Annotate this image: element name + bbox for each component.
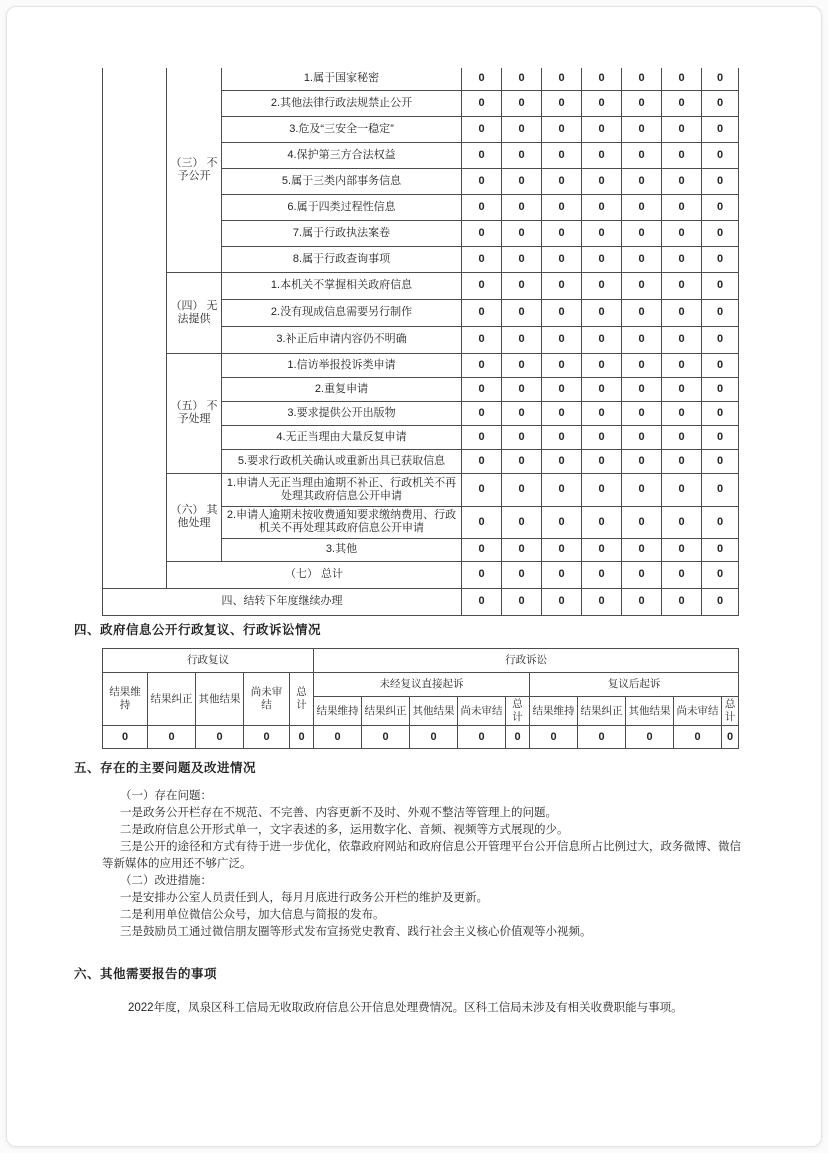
value-cell: 0	[582, 90, 622, 116]
value-cell: 0	[462, 194, 502, 220]
value-cell: 0	[702, 588, 739, 615]
total-label-cell: （七） 总计	[167, 561, 462, 588]
value-cell: 0	[622, 142, 662, 168]
value-cell: 0	[458, 726, 506, 749]
value-cell: 0	[542, 246, 582, 272]
value-cell: 0	[622, 473, 662, 506]
litigation-subheader-cell: 结果纠正	[362, 697, 410, 726]
value-cell: 0	[410, 726, 458, 749]
value-cell: 0	[582, 326, 622, 353]
table1-carryover-row	[103, 588, 739, 615]
value-cell: 0	[582, 506, 622, 538]
value-cell: 0	[662, 449, 702, 473]
litigation-subheader-cell: 其他结果	[626, 697, 674, 726]
value-cell: 0	[542, 588, 582, 615]
value-cell: 0	[582, 588, 622, 615]
value-cell: 0	[502, 506, 542, 538]
value-cell: 0	[542, 168, 582, 194]
item-label-cell: 7.属于行政执法案卷	[222, 220, 462, 246]
table1-row	[103, 68, 739, 90]
value-cell: 0	[578, 726, 626, 749]
value-cell: 0	[542, 401, 582, 425]
value-cell: 0	[462, 538, 502, 561]
value-cell: 0	[502, 194, 542, 220]
value-cell: 0	[502, 116, 542, 142]
value-cell: 0	[662, 246, 702, 272]
body-paragraph: （一）存在问题：	[120, 790, 212, 802]
value-cell: 0	[502, 588, 542, 615]
value-cell: 0	[662, 90, 702, 116]
value-cell: 0	[582, 401, 622, 425]
value-cell: 0	[662, 353, 702, 377]
item-label-cell: 1.本机关不掌握相关政府信息	[222, 272, 462, 299]
value-cell: 0	[702, 473, 739, 506]
value-cell: 0	[582, 142, 622, 168]
value-cell: 0	[542, 272, 582, 299]
value-cell: 0	[662, 561, 702, 588]
value-cell: 0	[462, 272, 502, 299]
value-cell: 0	[702, 142, 739, 168]
review-subheader-cell: 其他结果	[196, 673, 244, 726]
value-cell: 0	[702, 538, 739, 561]
group-label-cell: （六） 其他处理	[167, 473, 222, 561]
carryover-label-cell: 四、结转下年度继续办理	[103, 588, 462, 615]
value-cell: 0	[662, 220, 702, 246]
value-cell: 0	[542, 377, 582, 401]
review-header-cell: 行政复议	[103, 649, 314, 673]
body-paragraph: 一是政务公开栏存在不规范、不完善、内容更新不及时、外观不整洁等管理上的问题。	[120, 807, 557, 819]
value-cell: 0	[502, 142, 542, 168]
value-cell: 0	[662, 68, 702, 90]
value-cell: 0	[290, 726, 314, 749]
value-cell: 0	[462, 506, 502, 538]
value-cell: 0	[542, 561, 582, 588]
value-cell: 0	[582, 272, 622, 299]
table2-row	[103, 649, 739, 673]
value-cell: 0	[502, 561, 542, 588]
value-cell: 0	[622, 401, 662, 425]
item-label-cell: 2.其他法律行政法规禁止公开	[222, 90, 462, 116]
value-cell: 0	[542, 194, 582, 220]
value-cell: 0	[462, 220, 502, 246]
value-cell: 0	[582, 353, 622, 377]
item-label-cell: 4.保护第三方合法权益	[222, 142, 462, 168]
item-label-cell: 1.申请人无正当理由逾期不补正、行政机关不再处理其政府信息公开申请	[222, 473, 462, 506]
value-cell: 0	[662, 425, 702, 449]
value-cell: 0	[622, 353, 662, 377]
value-cell: 0	[622, 194, 662, 220]
value-cell: 0	[502, 299, 542, 326]
body-paragraph: 一是安排办公室人员责任到人，每月月底进行政务公开栏的维护及更新。	[120, 892, 488, 904]
value-cell: 0	[662, 401, 702, 425]
value-cell: 0	[502, 377, 542, 401]
review-subheader-cell: 总计	[290, 673, 314, 726]
value-cell: 0	[662, 377, 702, 401]
value-cell: 0	[542, 68, 582, 90]
value-cell: 0	[542, 425, 582, 449]
value-cell: 0	[702, 353, 739, 377]
value-cell: 0	[722, 726, 739, 749]
value-cell: 0	[542, 220, 582, 246]
value-cell: 0	[702, 326, 739, 353]
value-cell: 0	[662, 299, 702, 326]
review-litigation-table	[102, 648, 739, 749]
value-cell: 0	[462, 142, 502, 168]
value-cell: 0	[502, 425, 542, 449]
section4-title: 四、政府信息公开行政复议、行政诉讼情况	[74, 623, 322, 637]
value-cell: 0	[542, 326, 582, 353]
value-cell: 0	[103, 726, 148, 749]
value-cell: 0	[462, 377, 502, 401]
value-cell: 0	[502, 246, 542, 272]
value-cell: 0	[622, 425, 662, 449]
application-handling-results-table	[102, 68, 739, 616]
item-label-cell: 5.要求行政机关确认或重新出具已获取信息	[222, 449, 462, 473]
table1-total-row	[103, 561, 739, 588]
value-cell: 0	[622, 168, 662, 194]
value-cell: 0	[502, 449, 542, 473]
litigation-subheader-cell: 结果维持	[530, 697, 578, 726]
litigation-subheader-cell: 其他结果	[410, 697, 458, 726]
document-page	[6, 6, 822, 1147]
value-cell: 0	[662, 538, 702, 561]
value-cell: 0	[582, 425, 622, 449]
value-cell: 0	[582, 194, 622, 220]
value-cell: 0	[502, 538, 542, 561]
value-cell: 0	[702, 168, 739, 194]
value-cell: 0	[542, 506, 582, 538]
value-cell: 0	[502, 168, 542, 194]
group-label-cell: （五） 不予处理	[167, 353, 222, 473]
value-cell: 0	[362, 726, 410, 749]
value-cell: 0	[462, 561, 502, 588]
value-cell: 0	[702, 90, 739, 116]
value-cell: 0	[662, 116, 702, 142]
value-cell: 0	[582, 68, 622, 90]
value-cell: 0	[702, 220, 739, 246]
post-review-suit-header-cell: 复议后起诉	[530, 673, 739, 697]
value-cell: 0	[582, 116, 622, 142]
body-paragraph: 三是鼓励员工通过微信朋友圈等形式发布宣扬党史教育、践行社会主义核心价值观等小视频。	[120, 926, 592, 938]
table1-row	[103, 353, 739, 377]
item-label-cell: 4.无正当理由大量反复申请	[222, 425, 462, 449]
value-cell: 0	[662, 168, 702, 194]
review-subheader-cell: 结果维持	[103, 673, 148, 726]
value-cell: 0	[462, 425, 502, 449]
body-paragraph: 三是公开的途径和方式有待于进一步优化，依靠政府网站和政府信息公开管理平台公开信息所占比例过大，政务微博、微信等新媒体的应用还不够广泛。	[102, 841, 741, 870]
value-cell: 0	[702, 272, 739, 299]
value-cell: 0	[542, 473, 582, 506]
value-cell: 0	[582, 246, 622, 272]
value-cell: 0	[702, 246, 739, 272]
value-cell: 0	[622, 116, 662, 142]
value-cell: 0	[502, 473, 542, 506]
value-cell: 0	[662, 506, 702, 538]
item-label-cell: 3.其他	[222, 538, 462, 561]
value-cell: 0	[662, 272, 702, 299]
value-cell: 0	[196, 726, 244, 749]
value-cell: 0	[662, 194, 702, 220]
value-cell: 0	[542, 353, 582, 377]
litigation-subheader-cell: 尚未审结	[458, 697, 506, 726]
value-cell: 0	[702, 401, 739, 425]
item-label-cell: 8.属于行政查询事项	[222, 246, 462, 272]
value-cell: 0	[622, 449, 662, 473]
body-paragraph: 二是政府信息公开形式单一，文字表述的多，运用数字化、音频、视频等方式展现的少。	[120, 824, 569, 836]
litigation-subheader-cell: 尚未审结	[674, 697, 722, 726]
value-cell: 0	[502, 90, 542, 116]
value-cell: 0	[462, 246, 502, 272]
value-cell: 0	[502, 272, 542, 299]
item-label-cell: 2.申请人逾期未按收费通知要求缴纳费用、行政机关不再处理其政府信息公开申请	[222, 506, 462, 538]
value-cell: 0	[622, 506, 662, 538]
value-cell: 0	[462, 473, 502, 506]
item-label-cell: 1.属于国家秘密	[222, 68, 462, 90]
value-cell: 0	[582, 377, 622, 401]
litigation-subheader-cell: 结果纠正	[578, 697, 626, 726]
value-cell: 0	[502, 401, 542, 425]
litigation-subheader-cell: 总计	[506, 697, 530, 726]
value-cell: 0	[702, 425, 739, 449]
value-cell: 0	[462, 68, 502, 90]
value-cell: 0	[542, 538, 582, 561]
value-cell: 0	[462, 299, 502, 326]
item-label-cell: 3.补正后申请内容仍不明确	[222, 326, 462, 353]
value-cell: 0	[662, 588, 702, 615]
value-cell: 0	[702, 506, 739, 538]
group-label-cell: （三） 不予公开	[167, 68, 222, 272]
litigation-subheader-cell: 结果维持	[314, 697, 362, 726]
item-label-cell: 5.属于三类内部事务信息	[222, 168, 462, 194]
value-cell: 0	[502, 326, 542, 353]
review-subheader-cell: 结果纠正	[148, 673, 196, 726]
value-cell: 0	[462, 353, 502, 377]
table1-row	[103, 473, 739, 506]
value-cell: 0	[502, 353, 542, 377]
value-cell: 0	[462, 116, 502, 142]
item-label-cell: 6.属于四类过程性信息	[222, 194, 462, 220]
value-cell: 0	[622, 588, 662, 615]
value-cell: 0	[702, 68, 739, 90]
value-cell: 0	[626, 726, 674, 749]
value-cell: 0	[462, 588, 502, 615]
body-paragraph: 二是利用单位微信公众号，加大信息与简报的发布。	[120, 909, 385, 921]
item-label-cell: 2.重复申请	[222, 377, 462, 401]
value-cell: 0	[462, 168, 502, 194]
value-cell: 0	[702, 116, 739, 142]
value-cell: 0	[542, 299, 582, 326]
value-cell: 0	[622, 90, 662, 116]
section6-title: 六、其他需要报告的事项	[74, 967, 218, 981]
review-subheader-cell: 尚未审结	[244, 673, 290, 726]
section5-body	[102, 788, 744, 941]
body-paragraph: （二）改进措施：	[120, 875, 212, 887]
value-cell: 0	[702, 377, 739, 401]
item-label-cell: 3.危及“三安全一稳定”	[222, 116, 462, 142]
value-cell: 0	[462, 401, 502, 425]
section6-paragraph: 2022年度，凤泉区科工信局无收取政府信息公开信息处理费情况。区科工信局未涉及有相关收费职能与事项。	[128, 1002, 683, 1014]
left-span-empty-cell	[103, 68, 167, 588]
value-cell: 0	[582, 220, 622, 246]
group-label-cell: （四） 无法提供	[167, 272, 222, 353]
value-cell: 0	[502, 68, 542, 90]
table1-row	[103, 272, 739, 299]
value-cell: 0	[582, 168, 622, 194]
value-cell: 0	[542, 142, 582, 168]
litigation-subheader-cell: 总计	[722, 697, 739, 726]
value-cell: 0	[662, 142, 702, 168]
value-cell: 0	[622, 326, 662, 353]
value-cell: 0	[622, 272, 662, 299]
table2-row	[103, 726, 739, 749]
value-cell: 0	[582, 538, 622, 561]
value-cell: 0	[542, 90, 582, 116]
value-cell: 0	[542, 449, 582, 473]
value-cell: 0	[462, 326, 502, 353]
value-cell: 0	[148, 726, 196, 749]
value-cell: 0	[506, 726, 530, 749]
litigation-header-cell: 行政诉讼	[314, 649, 739, 673]
value-cell: 0	[702, 561, 739, 588]
table2-row	[103, 673, 739, 697]
item-label-cell: 3.要求提供公开出版物	[222, 401, 462, 425]
value-cell: 0	[530, 726, 578, 749]
value-cell: 0	[622, 246, 662, 272]
value-cell: 0	[502, 220, 542, 246]
section5-title: 五、存在的主要问题及改进情况	[74, 761, 257, 775]
value-cell: 0	[582, 449, 622, 473]
value-cell: 0	[582, 561, 622, 588]
value-cell: 0	[622, 377, 662, 401]
value-cell: 0	[662, 473, 702, 506]
value-cell: 0	[674, 726, 722, 749]
value-cell: 0	[314, 726, 362, 749]
value-cell: 0	[702, 194, 739, 220]
value-cell: 0	[702, 299, 739, 326]
value-cell: 0	[622, 538, 662, 561]
direct-suit-header-cell: 未经复议直接起诉	[314, 673, 530, 697]
item-label-cell: 2.没有现成信息需要另行制作	[222, 299, 462, 326]
value-cell: 0	[662, 326, 702, 353]
value-cell: 0	[244, 726, 290, 749]
value-cell: 0	[582, 299, 622, 326]
value-cell: 0	[622, 561, 662, 588]
value-cell: 0	[702, 449, 739, 473]
value-cell: 0	[622, 68, 662, 90]
value-cell: 0	[622, 299, 662, 326]
value-cell: 0	[542, 116, 582, 142]
value-cell: 0	[622, 220, 662, 246]
value-cell: 0	[582, 473, 622, 506]
value-cell: 0	[462, 449, 502, 473]
value-cell: 0	[462, 90, 502, 116]
item-label-cell: 1.信访举报投诉类申请	[222, 353, 462, 377]
